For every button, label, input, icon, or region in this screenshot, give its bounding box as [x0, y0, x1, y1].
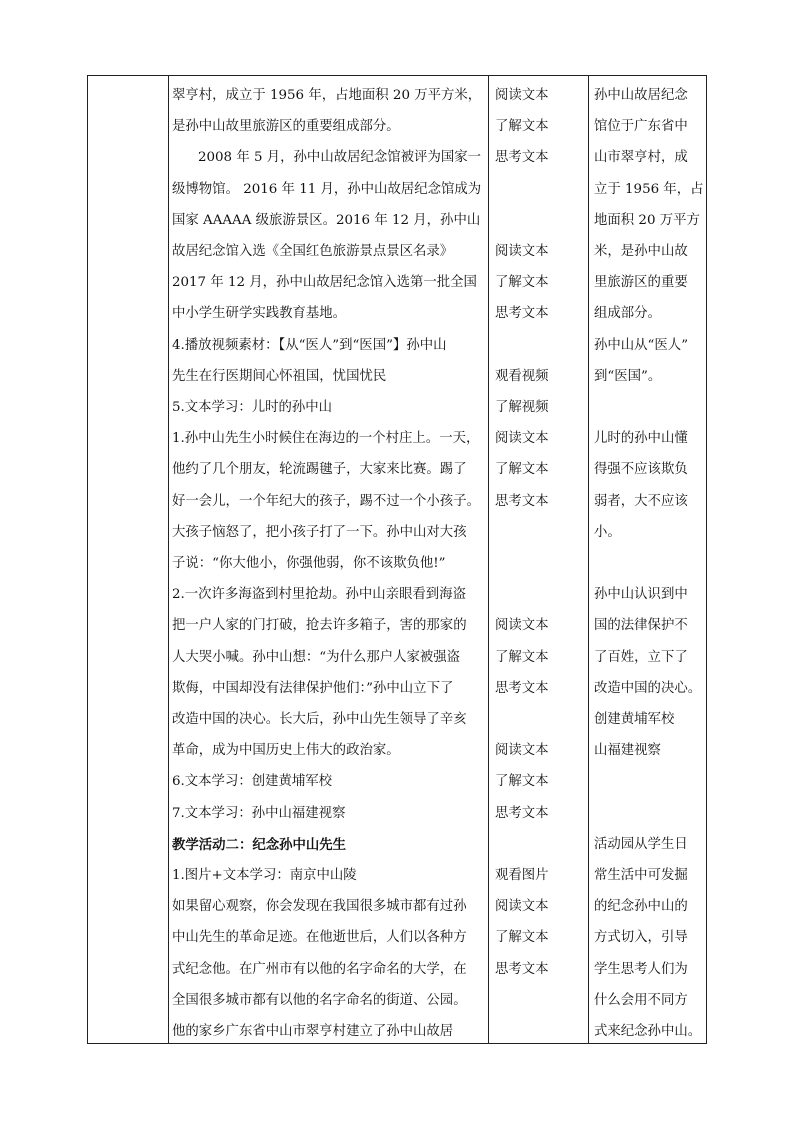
intent-line: 小。 [594, 524, 621, 540]
activity-line: 了解文本 [495, 774, 549, 790]
intent-line: 创建黄埔军校 [594, 712, 675, 727]
intent-line: 孙中山故居纪念 [594, 88, 688, 103]
content-line: 1.孙中山先生小时候住在海边的一个村庄上。一天， [172, 431, 480, 447]
content-line: 故居纪念馆入选《全国红色旅游景点景区名录》 [172, 244, 454, 259]
intent-line: 孙中山认识到中 [594, 587, 688, 603]
activity-line: 思考文本 [495, 961, 549, 977]
activity-line: 思考文本 [495, 493, 549, 509]
content-line: 中山先生的革命足迹。在他逝世后，人们以各种方 [172, 930, 467, 946]
content-line: 2017 年 12 月，孙中山故居纪念馆入选第一批全国 [172, 275, 477, 291]
teaching-content-column [172, 76, 486, 1043]
content-line: 人大哭小喊。孙中山想：“为什么那户人家被强盗 [172, 649, 461, 665]
intent-line: 馆位于广东省中 [594, 119, 688, 135]
intent-line: 山市翠亨村，成 [594, 150, 688, 166]
intent-line: 方式切入，引导 [594, 930, 688, 946]
content-line: 中小学生研学实践教育基地。 [172, 306, 347, 322]
intent-line: 改造中国的决心。 [594, 680, 702, 696]
intent-line: 立于 1956 年，占 [594, 181, 704, 197]
content-line: 把一户人家的门打破，抢去许多箱子，害的那家的 [172, 618, 467, 634]
activity-line: 思考文本 [495, 680, 549, 696]
activity-line: 阅读文本 [495, 618, 549, 634]
content-line: 好一会儿，一个年纪大的孩子，踢不过一个小孩子。 [172, 493, 480, 509]
intent-line: 的纪念孙中山的 [594, 899, 688, 915]
column-divider [488, 76, 489, 1043]
activity-line: 了解文本 [495, 275, 549, 291]
content-line: 4.播放视频素材：【从“医人”到“医国”】孙中山 [172, 337, 447, 353]
column-divider [588, 76, 589, 1043]
activity-line: 思考文本 [495, 150, 549, 166]
content-line: 他的家乡广东省中山市翠亨村建立了孙中山故居 [172, 1024, 454, 1039]
student-activity-column [495, 76, 585, 1043]
stage-column [88, 76, 168, 1043]
content-line: 欺侮，中国却没有法律保护他们：”孙中山立下了 [172, 680, 454, 696]
intent-line: 了百姓，立下了 [594, 649, 688, 665]
content-line: 2008 年 5 月，孙中山故居纪念馆被评为国家一 [198, 150, 482, 166]
intent-line: 地面积 20 万平方 [594, 212, 700, 228]
content-line: 国家 AAAAA 级旅游景区。2016 年 12 月，孙中山 [172, 212, 481, 228]
activity-line: 阅读文本 [495, 431, 549, 447]
intent-line: 米，是孙中山故 [594, 244, 688, 259]
activity-line: 观看视频 [495, 368, 549, 384]
content-line: 7.文本学习：孙中山福建视察 [172, 805, 346, 821]
content-line: 6.文本学习：创建黄埔军校 [172, 774, 333, 790]
activity-line: 阅读文本 [495, 743, 549, 759]
content-line: 是孙中山故里旅游区的重要组成部分。 [172, 119, 400, 135]
intent-line: 到“医国”。 [594, 368, 662, 384]
intent-line: 里旅游区的重要 [594, 275, 688, 291]
content-line: 改造中国的决心。长大后，孙中山先生领导了辛亥 [172, 712, 467, 727]
content-line: 级博物馆。 2016 年 11 月，孙中山故居纪念馆成为 [172, 181, 482, 197]
section-heading: 教学活动二：纪念孙中山先生 [172, 836, 347, 853]
lesson-plan-table [87, 75, 707, 1044]
activity-line: 了解文本 [495, 119, 549, 135]
activity-line: 阅读文本 [495, 244, 549, 259]
activity-line: 阅读文本 [495, 899, 549, 915]
intent-line: 组成部分。 [594, 306, 661, 322]
content-line: 革命，成为中国历史上伟大的政治家。 [172, 743, 400, 759]
intent-line: 常生活中可发掘 [594, 868, 688, 883]
activity-line: 了解文本 [495, 649, 549, 665]
intent-line: 式来纪念孙中山。 [594, 1024, 702, 1039]
content-line: 2.一次许多海盗到村里抢劫。孙中山亲眼看到海盗 [172, 587, 466, 603]
content-line: 1.图片+文本学习：南京中山陵 [172, 868, 357, 883]
content-line: 他约了几个朋友，轮流踢毽子，大家来比赛。踢了 [172, 462, 467, 478]
content-line: 全国很多城市都有以他的名字命名的街道、公园。 [172, 992, 467, 1008]
activity-line: 阅读文本 [495, 88, 549, 103]
content-line: 5.文本学习：儿时的孙中山 [172, 400, 333, 415]
activity-line: 思考文本 [495, 805, 549, 821]
activity-line: 思考文本 [495, 306, 549, 322]
activity-line: 了解文本 [495, 930, 549, 946]
intent-line: 活动园从学生日 [594, 836, 688, 852]
content-line: 如果留心观察，你会发现在我国很多城市都有过孙 [172, 899, 467, 915]
content-line: 子说：“你大他小，你强他弱，你不该欺负他!” [172, 556, 446, 571]
intent-line: 国的法律保护不 [594, 618, 688, 634]
intent-line: 山福建视察 [594, 743, 661, 759]
column-divider [168, 76, 169, 1043]
intent-line: 弱者，大不应该 [594, 493, 688, 509]
intent-line: 得强不应该欺负 [594, 462, 688, 478]
content-line: 大孩子恼怒了，把小孩子打了一下。孙中山对大孩 [172, 524, 467, 540]
intent-line: 学生思考人们为 [594, 961, 688, 977]
intent-line: 儿时的孙中山懂 [594, 431, 688, 447]
intent-line: 什么会用不同方 [594, 992, 688, 1008]
activity-line: 了解视频 [495, 400, 549, 415]
design-intent-column [594, 76, 706, 1043]
activity-line: 了解文本 [495, 462, 549, 478]
content-line: 式纪念他。在广州市有以他的名字命名的大学，在 [172, 961, 467, 977]
intent-line: 孙中山从“医人” [594, 337, 689, 353]
content-line: 翠亨村，成立于 1956 年，占地面积 20 万平方米， [172, 88, 482, 103]
activity-line: 观看图片 [495, 868, 549, 883]
content-line: 先生在行医期间心怀祖国，忧国忧民 [172, 368, 387, 384]
